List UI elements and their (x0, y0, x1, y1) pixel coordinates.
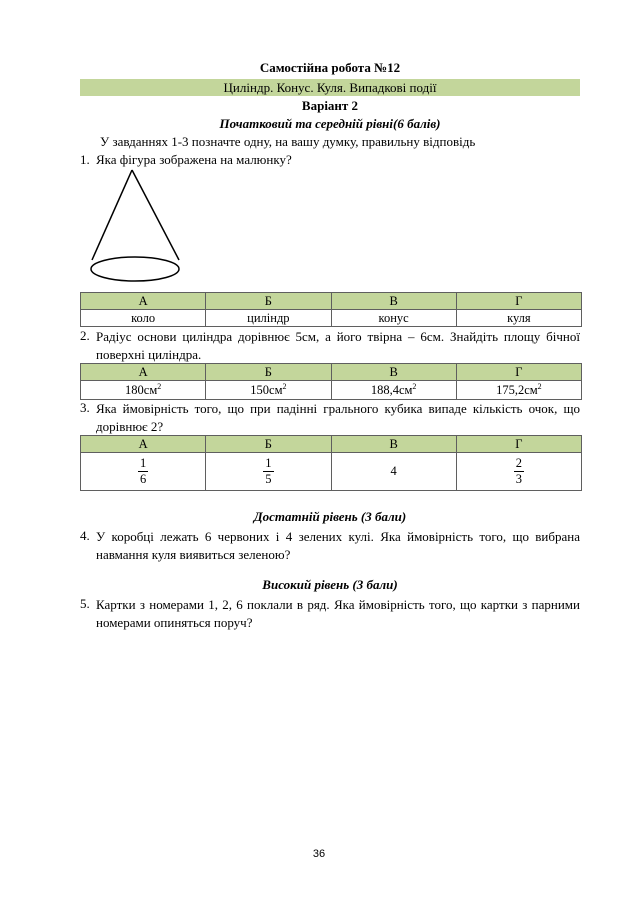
q2-header-c: В (331, 364, 456, 381)
q2-header-a: А (81, 364, 206, 381)
q2-text: Радіус основи циліндра дорівнює 5см, а його твірна – 6см. Знайдіть площу бічної поверхні циліндра. (96, 329, 580, 362)
q3-answer-c: 4 (331, 453, 456, 491)
q2-answer-a-value: 180см (125, 382, 158, 397)
q2-answer-c-value: 188,4см (370, 382, 413, 397)
q3-fraction-a (138, 456, 148, 487)
q2-answer-a (81, 381, 206, 400)
worksheet-title: Самостійна робота №12 (259, 60, 401, 75)
q1-text: Яка фігура зображена на малюнку? (96, 152, 292, 167)
q2-number: 2. (80, 328, 90, 343)
q2-answer-b-value: 150см (250, 382, 283, 397)
page-number: 36 (312, 848, 326, 860)
cone-figure (85, 165, 185, 290)
q1-answer-b: циліндр (206, 310, 331, 327)
q5-text: Картки з номерами 1, 2, 6 поклали в ряд. Яка ймовірність того, що картки з парними номерами опиняться поруч? (96, 597, 580, 630)
q2-answer-a-exp: 2 (157, 381, 162, 391)
q1-answer-d: куля (456, 310, 581, 327)
q3-b-numerator: 1 (265, 456, 272, 470)
q1-answer-c: конус (331, 310, 456, 327)
q1-number: 1. (80, 152, 90, 167)
q3-header-d: Г (456, 436, 581, 453)
q3-a-denominator: 6 (140, 472, 147, 486)
q3-d-denominator: 3 (515, 472, 522, 486)
q4-text: У коробці лежать 6 червоних і 4 зелених кулі. Яка ймовірність того, що вибрана навмання куля виявиться зеленою? (96, 529, 580, 562)
level-heading-sufficient: Достатній рівень (3 бали) (253, 509, 407, 524)
q1-header-a: А (81, 293, 206, 310)
q1-header-c: В (331, 293, 456, 310)
q1-answer-table (80, 292, 582, 327)
q3-number: 3. (80, 400, 90, 415)
level-heading-high: Високий рівень (3 бали) (262, 577, 398, 592)
cone-base-ellipse (91, 257, 179, 281)
q3-fraction-b (263, 456, 273, 487)
q2-header-d: Г (456, 364, 581, 381)
q2-header-b: Б (206, 364, 331, 381)
instruction-text: У завданнях 1-3 позначте одну, на вашу думку, правильну відповідь (100, 134, 476, 149)
q1-header-d: Г (456, 293, 581, 310)
q1-header-b: Б (206, 293, 331, 310)
q3-header-b: Б (206, 436, 331, 453)
level-heading-basic: Початковий та середній рівні(6 балів) (219, 116, 441, 131)
q2-answer-c-exp: 2 (412, 381, 417, 391)
topic-banner: Циліндр. Конус. Куля. Випадкові події (80, 79, 580, 96)
variant-label: Варіант 2 (301, 98, 359, 113)
q2-answer-d (456, 381, 581, 400)
q3-d-numerator: 2 (515, 456, 522, 470)
cone-right-edge (132, 170, 179, 260)
q3-header-c: В (331, 436, 456, 453)
q3-answer-d (456, 453, 581, 491)
q1-answer-a: коло (81, 310, 206, 327)
q2-answer-c (331, 381, 456, 400)
q2-answer-b (206, 381, 331, 400)
q3-header-a: А (81, 436, 206, 453)
q3-a-numerator: 1 (140, 456, 147, 470)
cone-left-edge (92, 170, 132, 260)
q2-answer-d-exp: 2 (537, 381, 542, 391)
q3-b-denominator: 5 (265, 472, 272, 486)
q5-number: 5. (80, 596, 90, 611)
q3-text: Яка ймовірність того, що при падінні грального кубика випаде кількість очок, що дорівнює 2? (96, 401, 580, 434)
q3-answer-b (206, 453, 331, 491)
q4-number: 4. (80, 528, 90, 543)
q3-answer-a (81, 453, 206, 491)
q3-fraction-d (514, 456, 524, 487)
q2-answer-d-value: 175,2см (496, 382, 538, 397)
q2-answer-b-exp: 2 (282, 381, 287, 391)
q3-answer-table (80, 435, 582, 491)
q2-answer-table (80, 363, 582, 400)
